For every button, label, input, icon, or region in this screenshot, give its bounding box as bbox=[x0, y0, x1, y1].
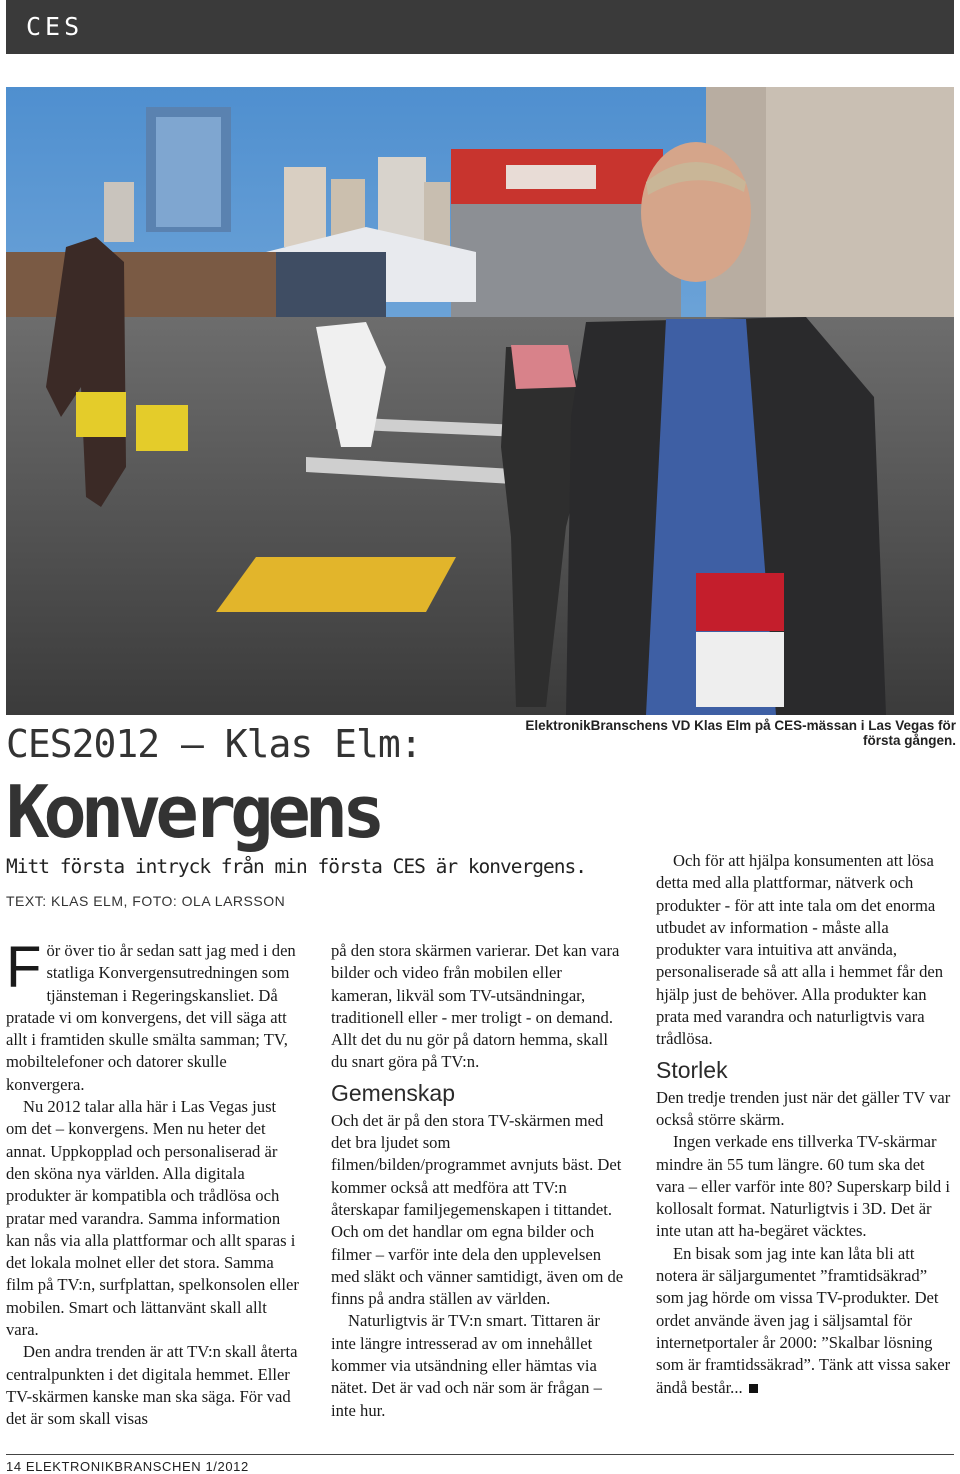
end-mark-icon bbox=[749, 1384, 758, 1393]
paragraph-text: En bisak som jag inte kan låta bli att notera är säljargumentet ”framtidsäkrad” som jag hörde om vissa TV-produkter. Det ordet använde även jag i säljsamtal för internetportaler år 2000: ”Skalbar lösning som är framtidssäkrad”. Tänk att vissa saker ändå består... bbox=[656, 1243, 951, 1397]
paragraph: på den stora skärmen varierar. Det kan vara bilder och video från mobilen eller kameran, likväl som TV-utsändningar, traditionell eller - mer troligt - on demand. Allt det du nu gör på datorn hemma, skall du snart göra på TV:n. bbox=[331, 941, 620, 1072]
photo-illustration bbox=[6, 87, 954, 715]
section-label: CES bbox=[26, 12, 84, 41]
body-column-2 bbox=[331, 940, 627, 1422]
paragraph: Och det är på den stora TV-skärmen med det bra ljudet som filmen/bilden/programmet avnjuts bäst. Det kommer också att medföra att TV:n återskapar familjegemenskapen i tittandet. Och om det handlar om egna bilder och filmer – varför inte dela den upplevelsen med släkt och vänner samtidigt, även om de finns på andra ställen av världen. bbox=[331, 1110, 624, 1309]
body-column-3 bbox=[656, 850, 956, 1399]
paragraph: Och för att hjälpa konsumenten att lösa detta med alla plattformar, nätverk och produkter - för att inte tala om det enorma utbudet av information - måste alla produkter vara intuitiva att använda, personaliserade så att alla i hemmet får den hjälp just de behöver. Alla produkter kan prata med varandra och naturligtvis vara trådlösa. bbox=[656, 851, 944, 1049]
subheading-storlek: Storlek bbox=[656, 1056, 728, 1083]
page-footer bbox=[6, 1454, 954, 1474]
footer-folio: 14 ELEKTRONIKBRANSCHEN 1/2012 bbox=[6, 1459, 249, 1474]
paragraph: Ingen verkade ens tillverka TV-skärmar mindre än 55 tum längre. 60 tum ska det vara – eller varför inte 80? Superskarp bild i kollosalt format. Naturligtvis i 3D. Det är inte utan att ha-begäret väcktes. bbox=[656, 1132, 950, 1241]
paragraph bbox=[6, 935, 300, 1096]
paragraph: Naturligtvis är TV:n smart. Tittaren är inte längre intresserad av om innehållet kommer via utsändning eller hämtas via nätet. Det är vad och när som är frågan – inte hur. bbox=[331, 1311, 602, 1420]
article-byline: TEXT: KLAS ELM, FOTO: OLA LARSSON bbox=[6, 893, 286, 909]
paragraph-text: ör över tio år sedan satt jag med i den statliga Konvergensutredningen som tjänsteman i Regeringskansliet. Då pratade vi om konvergens, det vill säga att allt i framtiden skulle smälta samman; TV, mobiltelefoner och datorer skulle konvergera. bbox=[6, 941, 296, 1094]
paragraph: Den tredje trenden just när det gäller TV var också större skärm. bbox=[656, 1087, 951, 1129]
paragraph bbox=[656, 1243, 956, 1399]
drop-cap: F bbox=[6, 935, 42, 1000]
paragraph: Den andra trenden är att TV:n skall återta centralpunkten i det digitala hemmet. Eller TV-skärmen kanske man ska säga. För vad det är som skall visas bbox=[6, 1342, 298, 1429]
article-kicker: CES2012 – Klas Elm: bbox=[6, 722, 422, 766]
article-ingress: Mitt första intryck från min första CES är konvergens. bbox=[6, 855, 586, 878]
photo-caption: ElektronikBranschens VD Klas Elm på CES-mässan i Las Vegas för första gången. bbox=[525, 718, 956, 748]
section-header-bar bbox=[6, 0, 954, 54]
article-headline: Konvergens bbox=[6, 770, 380, 854]
article-photo bbox=[6, 87, 954, 715]
subheading-gemenskap: Gemenskap bbox=[331, 1079, 456, 1106]
body-column-1 bbox=[6, 935, 300, 1431]
paragraph: Nu 2012 talar alla här i Las Vegas just om det – konvergens. Men nu heter det annat. Uppkopplad och personaliserad är den sköna nya världen. Alla digitala produkter är kompatibla och trådlösa och pratar med varandra. Samma information kan nås via alla plattformar och allt sparas i det lokala molnet eller det stora. Samma film på TV:n, surfplattan, spelkonsolen eller mobilen. Smart och lättanvänt skall allt vara. bbox=[6, 1097, 299, 1340]
